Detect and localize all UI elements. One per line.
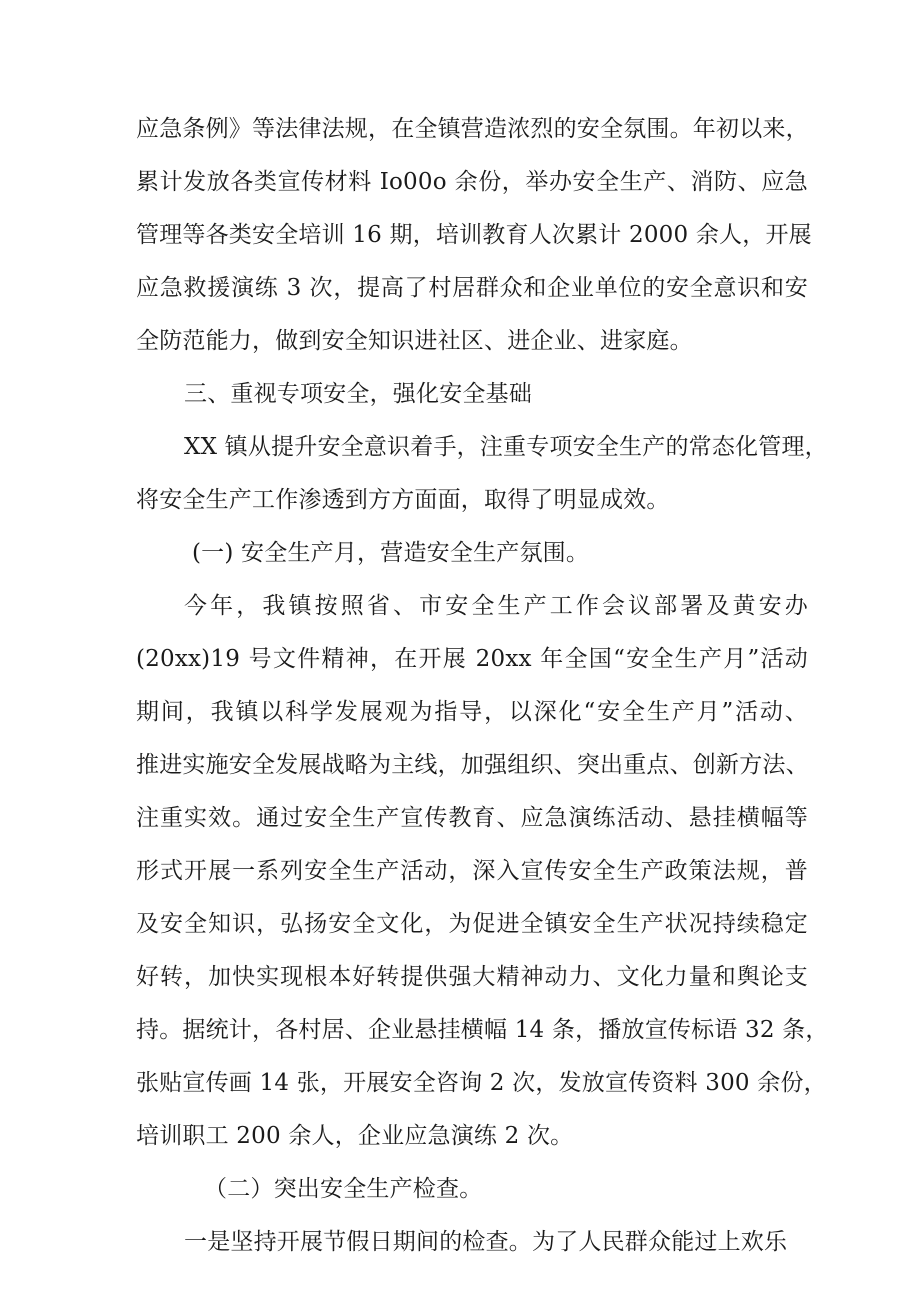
text-line: 全防范能力，做到安全知识进社区、进企业、进家庭。 — [136, 328, 693, 354]
text-line: 及安全知识，弘扬安全文化，为促进全镇安全生产状况持续稳定 — [136, 911, 808, 937]
text-line: 应急条例》等法律法规，在全镇营造浓烈的安全氛围。年初以来， — [136, 116, 809, 142]
text-line: 推进实施安全发展战略为主线，加强组织、突出重点、创新方法、 — [136, 752, 809, 778]
text-line: 持。据统计，各村居、企业悬挂横幅 14 条，播放宣传标语 32 条， — [136, 1017, 829, 1043]
text-line: 应急救援演练 3 次，提高了村居群众和企业单位的安全意识和安 — [136, 275, 808, 301]
text-line: 一是坚持开展节假日期间的检查。为了人民群众能过上欢乐 — [184, 1229, 788, 1255]
text-line: 管理等各类安全培训 16 期，培训教育人次累计 2000 余人，开展 — [136, 222, 812, 248]
text-line: 张贴宣传画 14 张，开展安全咨询 2 次，发放宣传资料 300 余份， — [136, 1070, 827, 1096]
text-line: 培训职工 200 余人，企业应急演练 2 次。 — [136, 1123, 574, 1149]
subsection-heading: （二）突出安全生产检查。 — [204, 1176, 483, 1202]
text-line: (20xx)19 号文件精神，在开展 20xx 年全国“安全生产月”活动 — [136, 646, 808, 672]
body-text — [136, 103, 829, 1269]
text-line: 今年，我镇按照省、市安全生产工作会议部署及黄安办 — [184, 593, 808, 619]
subsection-heading: (一) 安全生产月，营造安全生产氛围。 — [192, 540, 590, 566]
text-line: 期间，我镇以科学发展观为指导，以深化“安全生产月”活动、 — [136, 699, 808, 725]
text-line: 将安全生产工作渗透到方方面面，取得了明显成效。 — [136, 487, 670, 513]
text-line: XX 镇从提升安全意识着手，注重专项安全生产的常态化管理， — [184, 434, 828, 460]
text-line: 好转，加快实现根本好转提供强大精神动力、文化力量和舆论支 — [136, 964, 808, 990]
section-heading: 三、重视专项安全，强化安全基础 — [184, 381, 532, 407]
text-line: 注重实效。通过安全生产宣传教育、应急演练活动、悬挂横幅等 — [136, 805, 808, 831]
text-line: 累计发放各类宣传材料 Io00o 余份，举办安全生产、消防、应急 — [136, 169, 808, 195]
text-line: 形式开展一系列安全生产活动，深入宣传安全生产政策法规，普 — [136, 858, 808, 884]
